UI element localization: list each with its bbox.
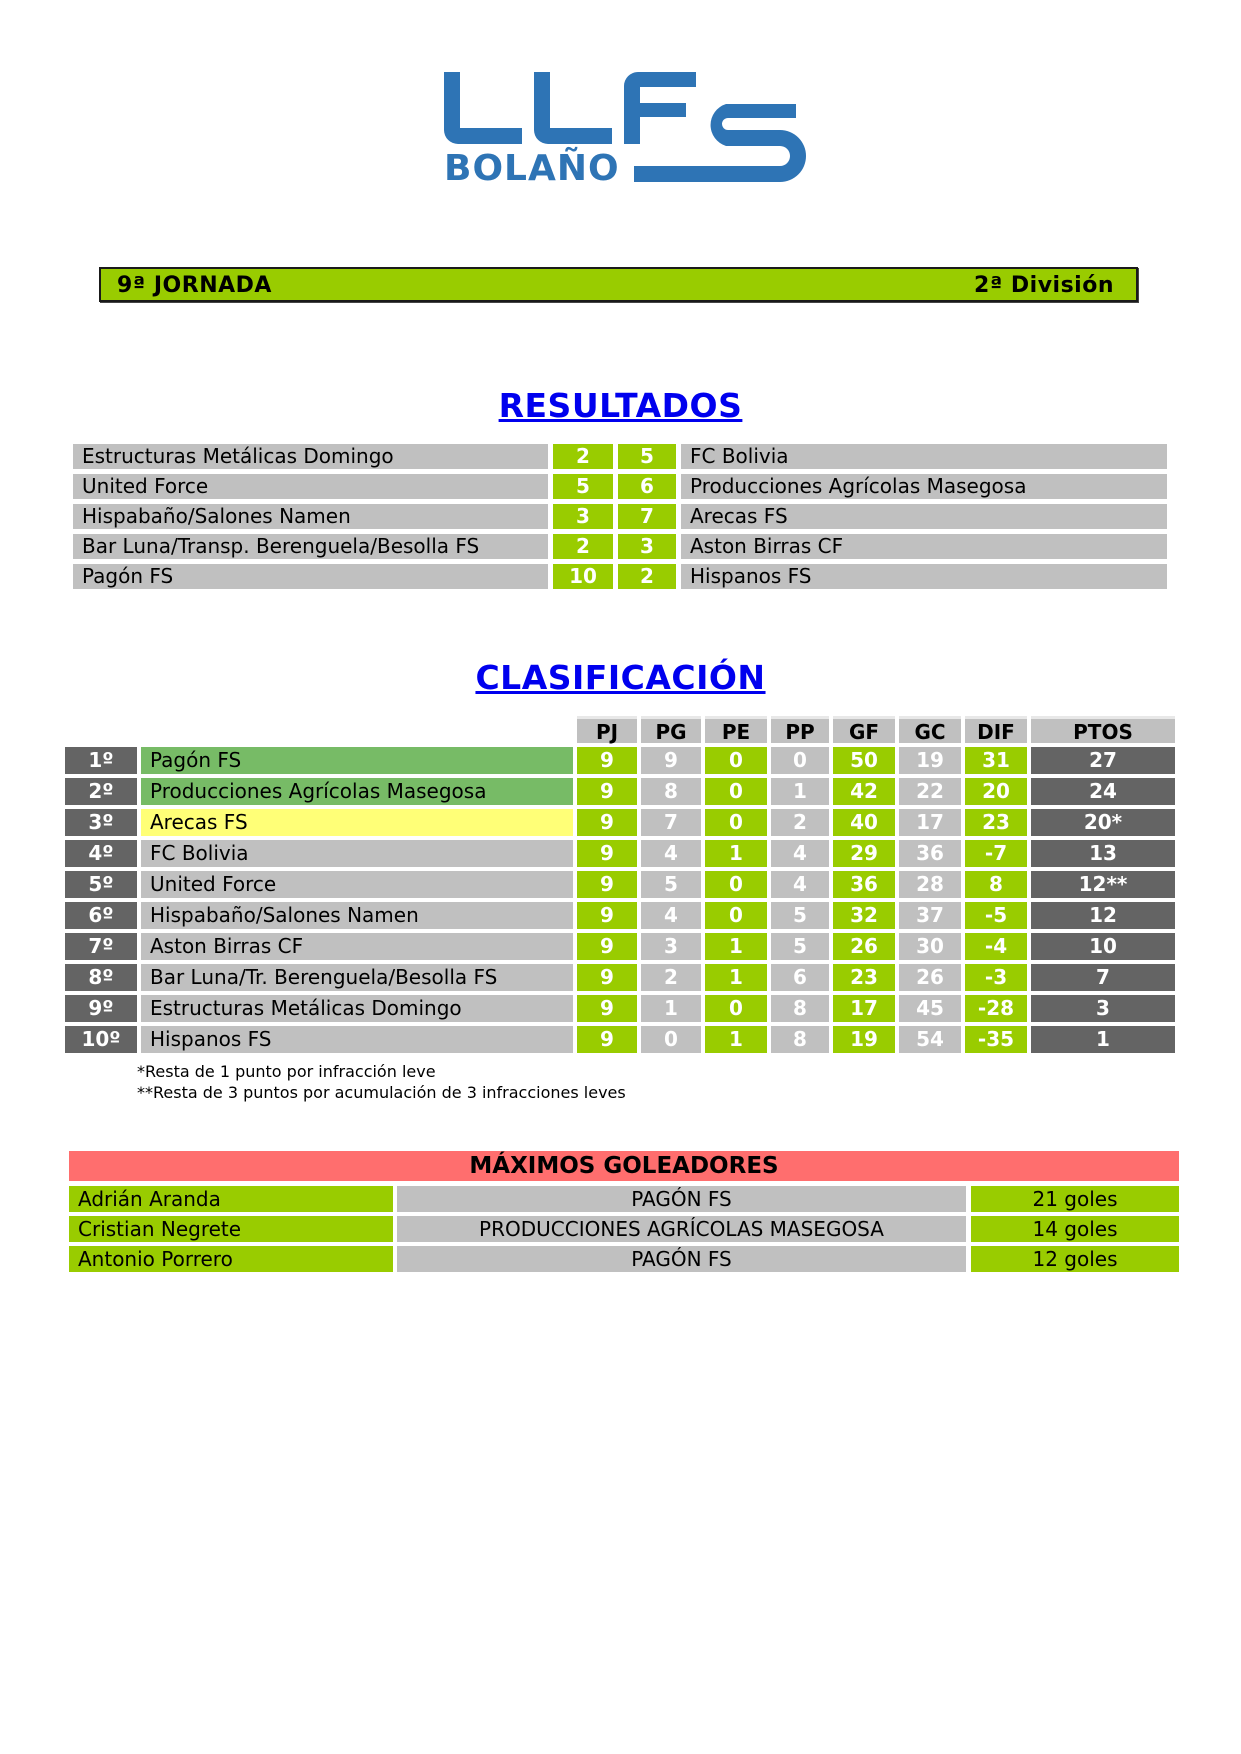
match-row bbox=[73, 444, 1167, 469]
llfs-logo-icon bbox=[440, 68, 810, 198]
pp: 5 bbox=[771, 902, 829, 929]
position: 3º bbox=[65, 809, 137, 836]
gf: 36 bbox=[833, 871, 895, 898]
home-goals: 2 bbox=[553, 444, 613, 469]
division-label: 2ª División bbox=[974, 273, 1114, 298]
home-goals: 3 bbox=[553, 504, 613, 529]
pe: 1 bbox=[705, 933, 767, 960]
dif: -7 bbox=[965, 840, 1027, 867]
standings-row bbox=[0, 778, 1241, 805]
player-goals: 14 goles bbox=[971, 1216, 1179, 1242]
pg: 7 bbox=[641, 809, 701, 836]
away-team: Arecas FS bbox=[681, 504, 1167, 529]
standings-title: CLASIFICACIÓN bbox=[475, 658, 766, 697]
gf: 29 bbox=[833, 840, 895, 867]
gc: 36 bbox=[899, 840, 961, 867]
col-pp: PP bbox=[771, 716, 829, 743]
away-goals: 7 bbox=[618, 504, 676, 529]
pj: 9 bbox=[577, 933, 637, 960]
pj: 9 bbox=[577, 902, 637, 929]
team-name: Aston Birras CF bbox=[141, 933, 573, 960]
home-team: Bar Luna/Transp. Berenguela/Besolla FS bbox=[73, 534, 548, 559]
home-team: Hispabaño/Salones Namen bbox=[73, 504, 548, 529]
away-team: FC Bolivia bbox=[681, 444, 1167, 469]
round-label: 9ª JORNADA bbox=[117, 273, 272, 298]
league-logo bbox=[440, 68, 810, 198]
away-team: Aston Birras CF bbox=[681, 534, 1167, 559]
standings-row bbox=[0, 933, 1241, 960]
pe: 1 bbox=[705, 1026, 767, 1053]
player-name: Antonio Porrero bbox=[69, 1246, 393, 1272]
pp: 4 bbox=[771, 840, 829, 867]
team-name: Pagón FS bbox=[141, 747, 573, 774]
points: 12** bbox=[1031, 871, 1175, 898]
team-name: Bar Luna/Tr. Berenguela/Besolla FS bbox=[141, 964, 573, 991]
position: 2º bbox=[65, 778, 137, 805]
standings-row bbox=[0, 809, 1241, 836]
points: 10 bbox=[1031, 933, 1175, 960]
pp: 4 bbox=[771, 871, 829, 898]
results-title: RESULTADOS bbox=[498, 386, 743, 425]
pp: 0 bbox=[771, 747, 829, 774]
match-row bbox=[73, 504, 1167, 529]
position: 10º bbox=[65, 1026, 137, 1053]
player-team: PAGÓN FS bbox=[397, 1246, 966, 1272]
pp: 2 bbox=[771, 809, 829, 836]
col-dif: DIF bbox=[965, 716, 1027, 743]
team-name: United Force bbox=[141, 871, 573, 898]
gf: 50 bbox=[833, 747, 895, 774]
points: 24 bbox=[1031, 778, 1175, 805]
pe: 1 bbox=[705, 964, 767, 991]
pj: 9 bbox=[577, 871, 637, 898]
pp: 5 bbox=[771, 933, 829, 960]
team-name: Producciones Agrícolas Masegosa bbox=[141, 778, 573, 805]
standings-row bbox=[0, 840, 1241, 867]
away-goals: 6 bbox=[618, 474, 676, 499]
gc: 37 bbox=[899, 902, 961, 929]
home-goals: 5 bbox=[553, 474, 613, 499]
dif: -28 bbox=[965, 995, 1027, 1022]
pj: 9 bbox=[577, 747, 637, 774]
gf: 42 bbox=[833, 778, 895, 805]
position: 6º bbox=[65, 902, 137, 929]
pe: 0 bbox=[705, 995, 767, 1022]
standings-row bbox=[0, 964, 1241, 991]
away-team: Producciones Agrícolas Masegosa bbox=[681, 474, 1167, 499]
dif: -3 bbox=[965, 964, 1027, 991]
pj: 9 bbox=[577, 840, 637, 867]
svg-text:BOLAÑO: BOLAÑO bbox=[444, 148, 620, 189]
gc: 30 bbox=[899, 933, 961, 960]
gc: 45 bbox=[899, 995, 961, 1022]
player-name: Adrián Aranda bbox=[69, 1186, 393, 1212]
pp: 6 bbox=[771, 964, 829, 991]
footnote-1: *Resta de 1 punto por infracción leve bbox=[137, 1062, 436, 1081]
pg: 1 bbox=[641, 995, 701, 1022]
gf: 32 bbox=[833, 902, 895, 929]
pe: 0 bbox=[705, 809, 767, 836]
dif: -5 bbox=[965, 902, 1027, 929]
player-name: Cristian Negrete bbox=[69, 1216, 393, 1242]
col-pg: PG bbox=[641, 716, 701, 743]
position: 9º bbox=[65, 995, 137, 1022]
gc: 17 bbox=[899, 809, 961, 836]
position: 8º bbox=[65, 964, 137, 991]
home-goals: 10 bbox=[553, 564, 613, 589]
gc: 54 bbox=[899, 1026, 961, 1053]
dif: 8 bbox=[965, 871, 1027, 898]
standings-row bbox=[0, 747, 1241, 774]
team-name: Arecas FS bbox=[141, 809, 573, 836]
player-goals: 12 goles bbox=[971, 1246, 1179, 1272]
pe: 0 bbox=[705, 747, 767, 774]
col-pj: PJ bbox=[577, 716, 637, 743]
pj: 9 bbox=[577, 809, 637, 836]
gf: 40 bbox=[833, 809, 895, 836]
col-gc: GC bbox=[899, 716, 961, 743]
team-name: Hispanos FS bbox=[141, 1026, 573, 1053]
pj: 9 bbox=[577, 1026, 637, 1053]
points: 1 bbox=[1031, 1026, 1175, 1053]
pg: 2 bbox=[641, 964, 701, 991]
pe: 0 bbox=[705, 871, 767, 898]
round-banner bbox=[99, 267, 1138, 302]
home-team: Estructuras Metálicas Domingo bbox=[73, 444, 548, 469]
match-row bbox=[73, 564, 1167, 589]
team-name: FC Bolivia bbox=[141, 840, 573, 867]
points: 13 bbox=[1031, 840, 1175, 867]
gc: 19 bbox=[899, 747, 961, 774]
away-goals: 3 bbox=[618, 534, 676, 559]
pg: 9 bbox=[641, 747, 701, 774]
gf: 19 bbox=[833, 1026, 895, 1053]
dif: 20 bbox=[965, 778, 1027, 805]
gf: 23 bbox=[833, 964, 895, 991]
position: 4º bbox=[65, 840, 137, 867]
gf: 17 bbox=[833, 995, 895, 1022]
away-team: Hispanos FS bbox=[681, 564, 1167, 589]
player-team: PAGÓN FS bbox=[397, 1186, 966, 1212]
standings-row bbox=[0, 871, 1241, 898]
gc: 26 bbox=[899, 964, 961, 991]
gc: 28 bbox=[899, 871, 961, 898]
dif: -35 bbox=[965, 1026, 1027, 1053]
points: 12 bbox=[1031, 902, 1175, 929]
col-ptos: PTOS bbox=[1031, 716, 1175, 743]
pg: 8 bbox=[641, 778, 701, 805]
scorer-row bbox=[0, 1246, 1241, 1272]
pg: 3 bbox=[641, 933, 701, 960]
scorer-row bbox=[0, 1186, 1241, 1212]
pp: 8 bbox=[771, 995, 829, 1022]
home-team: United Force bbox=[73, 474, 548, 499]
pg: 4 bbox=[641, 840, 701, 867]
dif: -4 bbox=[965, 933, 1027, 960]
match-row bbox=[73, 534, 1167, 559]
pe: 0 bbox=[705, 778, 767, 805]
points: 27 bbox=[1031, 747, 1175, 774]
standings-row bbox=[0, 1026, 1241, 1053]
gf: 26 bbox=[833, 933, 895, 960]
scorer-row bbox=[0, 1216, 1241, 1242]
pp: 8 bbox=[771, 1026, 829, 1053]
pg: 4 bbox=[641, 902, 701, 929]
pj: 9 bbox=[577, 995, 637, 1022]
pg: 5 bbox=[641, 871, 701, 898]
gc: 22 bbox=[899, 778, 961, 805]
home-team: Pagón FS bbox=[73, 564, 548, 589]
pe: 1 bbox=[705, 840, 767, 867]
pe: 0 bbox=[705, 902, 767, 929]
points: 20* bbox=[1031, 809, 1175, 836]
team-name: Estructuras Metálicas Domingo bbox=[141, 995, 573, 1022]
away-goals: 5 bbox=[618, 444, 676, 469]
points: 7 bbox=[1031, 964, 1175, 991]
pj: 9 bbox=[577, 964, 637, 991]
player-goals: 21 goles bbox=[971, 1186, 1179, 1212]
standings-row bbox=[0, 995, 1241, 1022]
col-gf: GF bbox=[833, 716, 895, 743]
away-goals: 2 bbox=[618, 564, 676, 589]
standings-row bbox=[0, 902, 1241, 929]
dif: 31 bbox=[965, 747, 1027, 774]
home-goals: 2 bbox=[553, 534, 613, 559]
player-team: PRODUCCIONES AGRÍCOLAS MASEGOSA bbox=[397, 1216, 966, 1242]
footnote-2: **Resta de 3 puntos por acumulación de 3 infracciones leves bbox=[137, 1083, 626, 1102]
col-pe: PE bbox=[705, 716, 767, 743]
points: 3 bbox=[1031, 995, 1175, 1022]
position: 1º bbox=[65, 747, 137, 774]
dif: 23 bbox=[965, 809, 1027, 836]
pg: 0 bbox=[641, 1026, 701, 1053]
pj: 9 bbox=[577, 778, 637, 805]
team-name: Hispabaño/Salones Namen bbox=[141, 902, 573, 929]
match-row bbox=[73, 474, 1167, 499]
pp: 1 bbox=[771, 778, 829, 805]
position: 5º bbox=[65, 871, 137, 898]
scorers-title: MÁXIMOS GOLEADORES bbox=[69, 1151, 1179, 1181]
position: 7º bbox=[65, 933, 137, 960]
